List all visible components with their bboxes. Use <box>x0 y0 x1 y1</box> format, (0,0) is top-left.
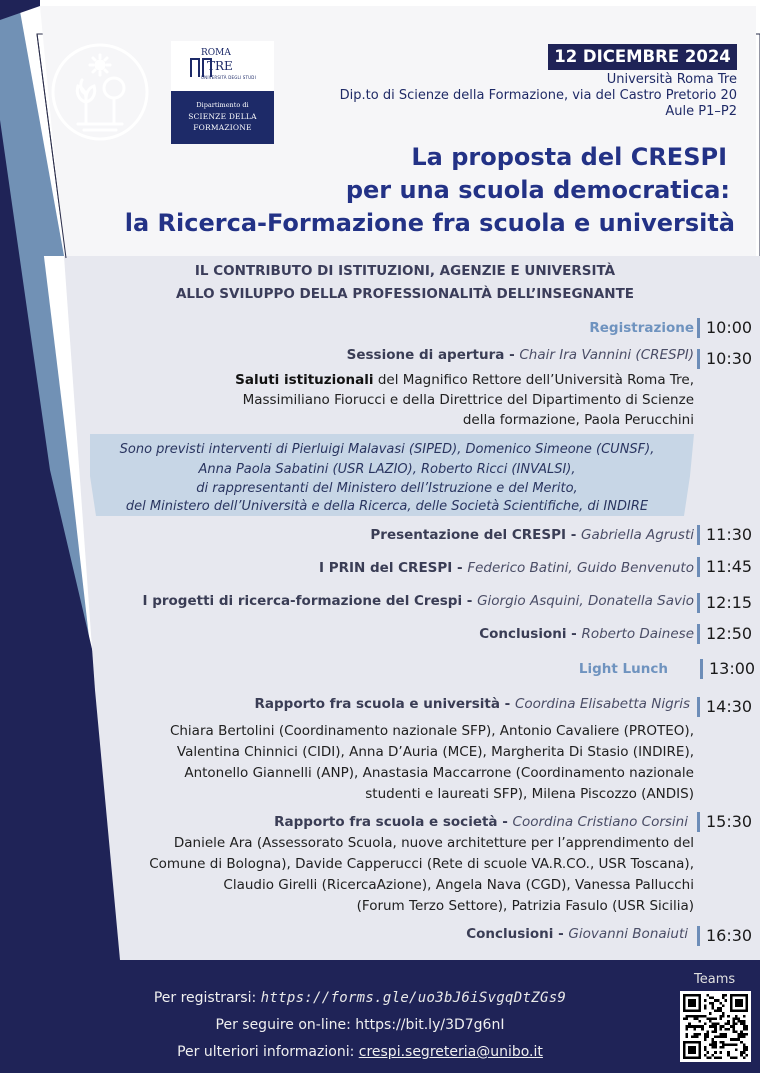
school-university-line-4: studenti e laureati SFP), Milena Piscozzo (ANDIS) <box>365 786 694 802</box>
conclusions-1-speaker: Roberto Dainese <box>581 626 694 642</box>
online-link-label: Per seguire on-line: <box>215 1017 356 1033</box>
opening-session-time: 10:30 <box>697 349 757 369</box>
footer-online <box>0 1017 740 1033</box>
date-badge: 12 DICEMBRE 2024 <box>548 44 737 70</box>
footer-registration <box>0 990 740 1006</box>
school-university-line-2: Valentina Chinnici (CIDI), Anna D’Auria (MCE), Margherita Di Stasio (INDIRE), <box>176 744 694 760</box>
roma-tre-small: UNIVERSITÀ DEGLI STUDI <box>201 75 256 80</box>
greetings-line-2: Massimiliano Fiorucci e della Direttrice del Dipartimento di Scienze <box>242 392 694 408</box>
teams-qr-code[interactable] <box>680 991 751 1062</box>
school-university-time: 14:30 <box>697 697 757 717</box>
dept-line-1: Dipartimento di <box>196 101 249 109</box>
greetings-line-3: della formazione, Paola Perucchini <box>462 412 694 428</box>
registration-time: 10:00 <box>697 318 757 338</box>
crespi-logo <box>50 42 150 142</box>
presentation-row <box>370 527 694 543</box>
school-university-row <box>254 696 690 712</box>
tree-icon <box>50 42 150 142</box>
info-email-link[interactable]: crespi.segreteria@unibo.it <box>358 1044 543 1060</box>
school-university-coord: Coordina Elisabetta Nigris <box>514 696 690 712</box>
conclusions-1-time: 12:50 <box>697 624 757 644</box>
tre-word: TRE <box>207 59 233 73</box>
title-line-3: la Ricerca-Formazione fra scuola e università <box>124 209 735 237</box>
footer-info <box>0 1044 740 1060</box>
school-society-line-1: Daniele Ara (Assessorato Scuola, nuove architetture per l’apprendimento del <box>173 835 694 851</box>
dept-line-3: FORMAZIONE <box>193 123 252 132</box>
interventions-line-3: di rappresentanti del Ministero dell’Istruzione e del Merito, <box>196 481 578 496</box>
school-society-row <box>274 814 688 830</box>
conclusions-2-label: Conclusioni - <box>466 926 569 942</box>
projects-time: 12:15 <box>697 593 757 613</box>
greetings-line-1-rest: del Magnifico Rettore dell’Università Roma Tre, <box>373 372 694 388</box>
info-label: Per ulteriori informazioni: <box>177 1044 359 1060</box>
prin-speaker: Federico Batini, Guido Benvenuto <box>467 560 694 576</box>
interventions-line-1: Sono previsti interventi di Pierluigi Malavasi (SIPED), Domenico Simeone (CUNSF), <box>119 442 655 457</box>
conclusions-1-label: Conclusioni - <box>479 626 582 642</box>
opening-session-label: Sessione di apertura - <box>346 347 520 363</box>
venue-rooms: Aule P1–P2 <box>665 104 737 119</box>
projects-speaker: Giorgio Asquini, Donatella Savio <box>477 593 694 609</box>
school-university-line-3: Antonello Giannelli (ANP), Anastasia Maccarrone (Coordinamento nazionale <box>184 765 694 781</box>
conclusions-2-row <box>466 926 688 942</box>
roma-tre-logo-top <box>171 41 274 91</box>
venue-university: Università Roma Tre <box>606 72 737 87</box>
roma-tre-logo <box>171 41 274 144</box>
presentation-time: 11:30 <box>697 525 757 545</box>
school-society-line-3: Claudio Girelli (RicercaAzione), Angela Nava (CGD), Vanessa Pallucchi <box>223 877 694 893</box>
projects-row <box>142 593 694 609</box>
conclusions-1-row <box>479 626 694 642</box>
subtitle-line-2: ALLO SVILUPPO DELLA PROFESSIONALITÀ DELL’INSEGNANTE <box>175 286 635 302</box>
school-university-label: Rapporto fra scuola e università - <box>254 696 515 712</box>
roma-word: ROMA <box>201 48 231 58</box>
greetings-bold: Saluti istituzionali <box>235 372 374 388</box>
title-line-1: La proposta del CRESPI <box>411 143 727 171</box>
registration-label: Registrazione <box>589 320 694 336</box>
presentation-label: Presentazione del CRESPI - <box>370 527 582 543</box>
school-society-label: Rapporto fra scuola e società - <box>274 814 513 830</box>
conclusions-2-time: 16:30 <box>697 926 757 946</box>
interventions-line-4: del Ministero dell’Università e della Ricerca, delle Società Scientifiche, di INDIRE <box>125 499 649 514</box>
venue-address: Dip.to di Scienze della Formazione, via del Castro Pretorio 20 <box>339 88 737 103</box>
prin-label: I PRIN del CRESPI - <box>318 560 468 576</box>
opening-chair: Chair Ira Vannini (CRESPI) <box>519 347 694 363</box>
greetings-line-1 <box>235 371 694 390</box>
qr-code-icon <box>683 994 748 1059</box>
dept-line-2: SCIENZE DELLA <box>188 112 257 121</box>
registration-row <box>589 320 694 336</box>
prin-time: 11:45 <box>697 557 757 577</box>
conclusions-2-speaker: Giovanni Bonaiuti <box>568 926 688 942</box>
lunch-time: 13:00 <box>700 659 760 679</box>
teams-label: Teams <box>694 972 736 987</box>
subtitle-line-1: IL CONTRIBUTO DI ISTITUZIONI, AGENZIE E UNIVERSITÀ <box>194 263 616 279</box>
projects-label: I progetti di ricerca-formazione del Crespi - <box>142 593 478 609</box>
school-society-line-2: Comune di Bologna), Davide Capperucci (Rete di scuole VA.R.CO., USR Toscana), <box>149 856 694 872</box>
lunch-row <box>579 661 668 677</box>
school-society-line-4: (Forum Terzo Settore), Patrizia Fasulo (USR Sicilia) <box>356 898 694 914</box>
school-society-time: 15:30 <box>697 812 757 832</box>
presentation-speaker: Gabriella Agrusti <box>581 527 694 543</box>
registration-link[interactable]: https://forms.gle/uo3bJ6iSvgqDtZGs9 <box>260 990 567 1006</box>
opening-session-row <box>347 347 694 363</box>
prin-row <box>319 560 694 576</box>
title-line-2: per una scuola democratica: <box>345 176 730 204</box>
online-link[interactable]: https://bit.ly/3D7g6nI <box>355 1017 505 1033</box>
department-box <box>171 91 274 144</box>
interventions-line-2: Anna Paola Sabatini (USR LAZIO), Roberto Ricci (INVALSI), <box>198 462 576 477</box>
school-university-line-1: Chiara Bertolini (Coordinamento nazionale SFP), Antonio Cavaliere (PROTEO), <box>169 723 694 739</box>
registration-link-label: Per registrarsi: <box>153 990 261 1006</box>
lunch-label: Light Lunch <box>578 661 668 677</box>
school-society-coord: Coordina Cristiano Corsini <box>512 814 688 830</box>
